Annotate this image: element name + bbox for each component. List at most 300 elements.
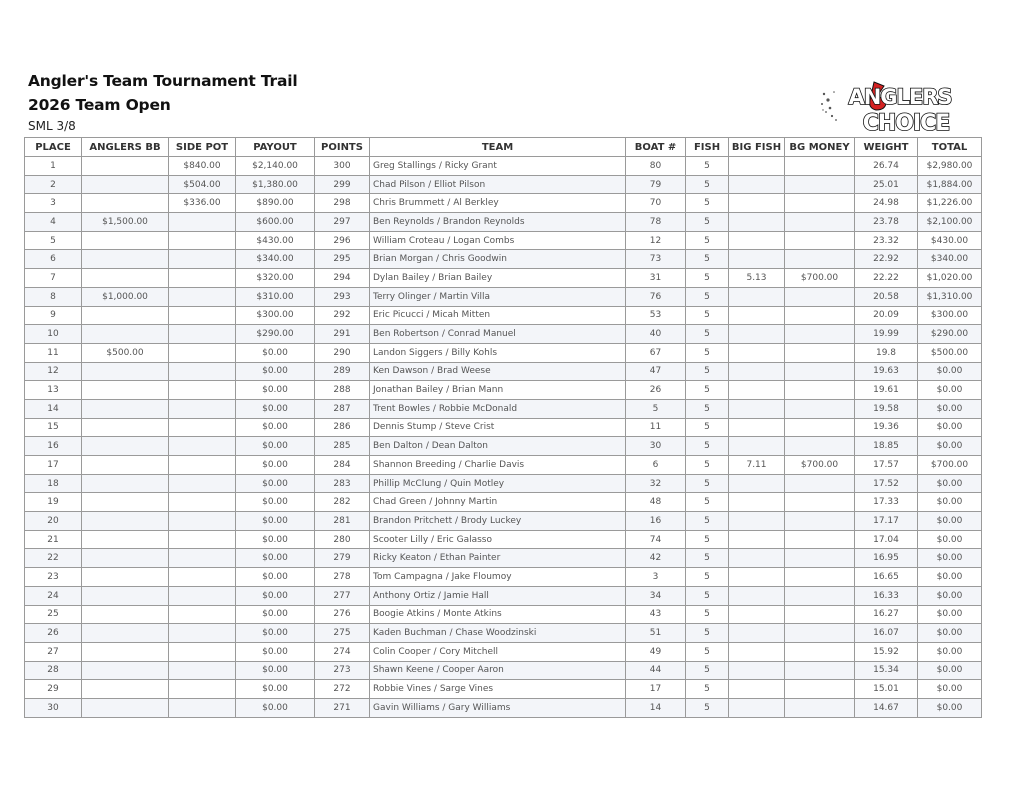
cell-anglers-bb	[82, 605, 169, 624]
cell-weight: 19.36	[855, 418, 918, 437]
cell-side-pot: $840.00	[169, 157, 236, 176]
cell-big-fish: 7.11	[729, 456, 785, 475]
table-row	[25, 157, 982, 176]
cell-points: 279	[315, 549, 370, 568]
cell-big-fish	[729, 568, 785, 587]
cell-fish: 5	[686, 493, 729, 512]
document-title: Angler's Team Tournament Trail	[28, 72, 298, 90]
cell-boat-number: 34	[626, 586, 686, 605]
table-row	[25, 437, 982, 456]
cell-side-pot: $504.00	[169, 175, 236, 194]
cell-payout: $290.00	[236, 325, 315, 344]
cell-bg-money	[785, 530, 855, 549]
cell-team: Robbie Vines / Sarge Vines	[370, 680, 626, 699]
cell-boat-number: 14	[626, 698, 686, 717]
cell-team: Phillip McClung / Quin Motley	[370, 474, 626, 493]
cell-big-fish	[729, 661, 785, 680]
cell-side-pot: $336.00	[169, 194, 236, 213]
cell-place: 13	[25, 381, 82, 400]
cell-points: 277	[315, 586, 370, 605]
cell-weight: 17.52	[855, 474, 918, 493]
cell-fish: 5	[686, 157, 729, 176]
cell-weight: 23.32	[855, 231, 918, 250]
cell-place: 25	[25, 605, 82, 624]
cell-total: $0.00	[918, 661, 982, 680]
cell-anglers-bb	[82, 661, 169, 680]
cell-anglers-bb	[82, 624, 169, 643]
cell-anglers-bb	[82, 325, 169, 344]
column-header-boat-number: BOAT #	[626, 138, 686, 157]
cell-anglers-bb	[82, 512, 169, 531]
cell-big-fish	[729, 157, 785, 176]
cell-fish: 5	[686, 642, 729, 661]
cell-bg-money	[785, 549, 855, 568]
cell-points: 285	[315, 437, 370, 456]
cell-side-pot	[169, 269, 236, 288]
cell-total: $0.00	[918, 474, 982, 493]
cell-payout: $0.00	[236, 456, 315, 475]
cell-bg-money	[785, 698, 855, 717]
cell-points: 296	[315, 231, 370, 250]
cell-boat-number: 6	[626, 456, 686, 475]
cell-boat-number: 12	[626, 231, 686, 250]
cell-weight: 20.09	[855, 306, 918, 325]
cell-place: 18	[25, 474, 82, 493]
table-row	[25, 194, 982, 213]
column-header-points: POINTS	[315, 138, 370, 157]
cell-payout: $0.00	[236, 418, 315, 437]
cell-total: $1,884.00	[918, 175, 982, 194]
cell-place: 12	[25, 362, 82, 381]
cell-team: Chris Brummett / Al Berkley	[370, 194, 626, 213]
cell-fish: 5	[686, 530, 729, 549]
cell-bg-money	[785, 362, 855, 381]
cell-place: 6	[25, 250, 82, 269]
cell-payout: $0.00	[236, 474, 315, 493]
cell-points: 274	[315, 642, 370, 661]
cell-bg-money	[785, 175, 855, 194]
cell-side-pot	[169, 605, 236, 624]
cell-anglers-bb	[82, 549, 169, 568]
cell-points: 271	[315, 698, 370, 717]
cell-big-fish	[729, 287, 785, 306]
cell-team: Shawn Keene / Cooper Aaron	[370, 661, 626, 680]
cell-boat-number: 40	[626, 325, 686, 344]
cell-points: 299	[315, 175, 370, 194]
cell-points: 300	[315, 157, 370, 176]
cell-boat-number: 11	[626, 418, 686, 437]
cell-team: Gavin Williams / Gary Williams	[370, 698, 626, 717]
cell-fish: 5	[686, 437, 729, 456]
cell-anglers-bb: $500.00	[82, 343, 169, 362]
cell-boat-number: 70	[626, 194, 686, 213]
cell-fish: 5	[686, 306, 729, 325]
cell-weight: 16.07	[855, 624, 918, 643]
cell-place: 29	[25, 680, 82, 699]
cell-big-fish	[729, 493, 785, 512]
cell-side-pot	[169, 549, 236, 568]
cell-weight: 19.99	[855, 325, 918, 344]
cell-team: Greg Stallings / Ricky Grant	[370, 157, 626, 176]
cell-big-fish	[729, 325, 785, 344]
cell-points: 294	[315, 269, 370, 288]
cell-fish: 5	[686, 213, 729, 232]
cell-boat-number: 31	[626, 269, 686, 288]
cell-team: Ken Dawson / Brad Weese	[370, 362, 626, 381]
cell-place: 28	[25, 661, 82, 680]
cell-big-fish	[729, 194, 785, 213]
cell-total: $0.00	[918, 418, 982, 437]
cell-payout: $300.00	[236, 306, 315, 325]
cell-weight: 23.78	[855, 213, 918, 232]
cell-big-fish	[729, 549, 785, 568]
cell-side-pot	[169, 512, 236, 531]
cell-anglers-bb	[82, 642, 169, 661]
cell-total: $0.00	[918, 698, 982, 717]
cell-anglers-bb	[82, 362, 169, 381]
cell-big-fish	[729, 474, 785, 493]
cell-place: 22	[25, 549, 82, 568]
table-row	[25, 605, 982, 624]
cell-weight: 26.74	[855, 157, 918, 176]
cell-points: 292	[315, 306, 370, 325]
cell-anglers-bb	[82, 306, 169, 325]
cell-bg-money: $700.00	[785, 456, 855, 475]
cell-payout: $0.00	[236, 549, 315, 568]
cell-weight: 16.95	[855, 549, 918, 568]
cell-weight: 19.8	[855, 343, 918, 362]
cell-place: 17	[25, 456, 82, 475]
cell-weight: 19.58	[855, 399, 918, 418]
cell-total: $0.00	[918, 362, 982, 381]
cell-weight: 14.67	[855, 698, 918, 717]
results-table	[24, 137, 982, 718]
cell-team: Scooter Lilly / Eric Galasso	[370, 530, 626, 549]
cell-big-fish	[729, 437, 785, 456]
cell-big-fish	[729, 381, 785, 400]
cell-boat-number: 43	[626, 605, 686, 624]
cell-boat-number: 17	[626, 680, 686, 699]
cell-bg-money	[785, 624, 855, 643]
cell-weight: 16.65	[855, 568, 918, 587]
table-row	[25, 325, 982, 344]
cell-anglers-bb	[82, 194, 169, 213]
cell-weight: 15.01	[855, 680, 918, 699]
table-row	[25, 698, 982, 717]
cell-fish: 5	[686, 418, 729, 437]
cell-side-pot	[169, 568, 236, 587]
cell-boat-number: 67	[626, 343, 686, 362]
cell-place: 10	[25, 325, 82, 344]
cell-weight: 16.33	[855, 586, 918, 605]
cell-big-fish	[729, 175, 785, 194]
cell-bg-money	[785, 661, 855, 680]
cell-fish: 5	[686, 343, 729, 362]
cell-bg-money	[785, 437, 855, 456]
logo-line-2: CHOICE	[862, 111, 950, 134]
cell-payout: $0.00	[236, 512, 315, 531]
cell-anglers-bb	[82, 231, 169, 250]
cell-points: 278	[315, 568, 370, 587]
cell-fish: 5	[686, 512, 729, 531]
cell-side-pot	[169, 325, 236, 344]
cell-total: $0.00	[918, 680, 982, 699]
table-row	[25, 306, 982, 325]
column-header-place: PLACE	[25, 138, 82, 157]
cell-payout: $320.00	[236, 269, 315, 288]
cell-weight: 15.34	[855, 661, 918, 680]
cell-fish: 5	[686, 661, 729, 680]
cell-side-pot	[169, 437, 236, 456]
column-header-bg-money: BG MONEY	[785, 138, 855, 157]
event-location-date: SML 3/8	[28, 119, 76, 133]
cell-anglers-bb	[82, 157, 169, 176]
cell-team: Ricky Keaton / Ethan Painter	[370, 549, 626, 568]
cell-weight: 17.04	[855, 530, 918, 549]
logo-splatter-icon	[821, 91, 837, 121]
table-row	[25, 512, 982, 531]
cell-team: Ben Dalton / Dean Dalton	[370, 437, 626, 456]
column-header-big-fish: BIG FISH	[729, 138, 785, 157]
cell-anglers-bb	[82, 381, 169, 400]
cell-anglers-bb	[82, 680, 169, 699]
cell-weight: 20.58	[855, 287, 918, 306]
cell-side-pot	[169, 381, 236, 400]
cell-points: 298	[315, 194, 370, 213]
cell-bg-money	[785, 306, 855, 325]
cell-fish: 5	[686, 250, 729, 269]
cell-payout: $0.00	[236, 680, 315, 699]
cell-anglers-bb	[82, 568, 169, 587]
cell-place: 2	[25, 175, 82, 194]
cell-big-fish	[729, 306, 785, 325]
cell-total: $0.00	[918, 642, 982, 661]
cell-weight: 22.92	[855, 250, 918, 269]
cell-anglers-bb	[82, 456, 169, 475]
cell-place: 3	[25, 194, 82, 213]
cell-total: $0.00	[918, 605, 982, 624]
cell-bg-money	[785, 568, 855, 587]
anglers-choice-logo	[818, 80, 970, 134]
cell-fish: 5	[686, 362, 729, 381]
table-body	[25, 157, 982, 718]
cell-place: 14	[25, 399, 82, 418]
cell-points: 291	[315, 325, 370, 344]
cell-payout: $0.00	[236, 437, 315, 456]
cell-anglers-bb	[82, 474, 169, 493]
cell-big-fish	[729, 213, 785, 232]
cell-payout: $0.00	[236, 624, 315, 643]
cell-payout: $310.00	[236, 287, 315, 306]
cell-payout: $600.00	[236, 213, 315, 232]
table-row	[25, 250, 982, 269]
cell-boat-number: 32	[626, 474, 686, 493]
cell-points: 289	[315, 362, 370, 381]
table-row	[25, 661, 982, 680]
cell-boat-number: 80	[626, 157, 686, 176]
cell-payout: $340.00	[236, 250, 315, 269]
column-header-anglers-bb: ANGLERS BB	[82, 138, 169, 157]
cell-place: 23	[25, 568, 82, 587]
cell-team: Shannon Breeding / Charlie Davis	[370, 456, 626, 475]
cell-anglers-bb	[82, 250, 169, 269]
table-row	[25, 624, 982, 643]
cell-boat-number: 26	[626, 381, 686, 400]
cell-bg-money	[785, 418, 855, 437]
cell-fish: 5	[686, 549, 729, 568]
cell-team: Trent Bowles / Robbie McDonald	[370, 399, 626, 418]
table-row	[25, 456, 982, 475]
cell-place: 1	[25, 157, 82, 176]
column-header-weight: WEIGHT	[855, 138, 918, 157]
cell-fish: 5	[686, 269, 729, 288]
cell-boat-number: 42	[626, 549, 686, 568]
cell-bg-money	[785, 287, 855, 306]
cell-big-fish: 5.13	[729, 269, 785, 288]
cell-team: Ben Robertson / Conrad Manuel	[370, 325, 626, 344]
cell-weight: 17.17	[855, 512, 918, 531]
cell-payout: $0.00	[236, 530, 315, 549]
cell-anglers-bb	[82, 175, 169, 194]
cell-points: 290	[315, 343, 370, 362]
cell-bg-money: $700.00	[785, 269, 855, 288]
cell-fish: 5	[686, 175, 729, 194]
cell-total: $2,980.00	[918, 157, 982, 176]
cell-anglers-bb	[82, 698, 169, 717]
event-title: 2026 Team Open	[28, 96, 171, 114]
cell-points: 284	[315, 456, 370, 475]
cell-payout: $0.00	[236, 343, 315, 362]
cell-big-fish	[729, 680, 785, 699]
cell-big-fish	[729, 586, 785, 605]
cell-bg-money	[785, 512, 855, 531]
cell-anglers-bb	[82, 493, 169, 512]
cell-points: 280	[315, 530, 370, 549]
cell-team: Ben Reynolds / Brandon Reynolds	[370, 213, 626, 232]
cell-team: Jonathan Bailey / Brian Mann	[370, 381, 626, 400]
cell-place: 16	[25, 437, 82, 456]
cell-team: Boogie Atkins / Monte Atkins	[370, 605, 626, 624]
table-row	[25, 343, 982, 362]
cell-fish: 5	[686, 568, 729, 587]
cell-side-pot	[169, 624, 236, 643]
cell-total: $700.00	[918, 456, 982, 475]
table-row	[25, 362, 982, 381]
cell-total: $0.00	[918, 530, 982, 549]
cell-total: $1,310.00	[918, 287, 982, 306]
cell-weight: 18.85	[855, 437, 918, 456]
cell-place: 30	[25, 698, 82, 717]
cell-total: $0.00	[918, 381, 982, 400]
cell-fish: 5	[686, 456, 729, 475]
cell-place: 27	[25, 642, 82, 661]
table-row	[25, 381, 982, 400]
cell-boat-number: 78	[626, 213, 686, 232]
cell-bg-money	[785, 213, 855, 232]
cell-payout: $890.00	[236, 194, 315, 213]
cell-big-fish	[729, 624, 785, 643]
cell-side-pot	[169, 456, 236, 475]
table-row	[25, 418, 982, 437]
cell-boat-number: 44	[626, 661, 686, 680]
cell-fish: 5	[686, 586, 729, 605]
cell-side-pot	[169, 287, 236, 306]
cell-weight: 25.01	[855, 175, 918, 194]
cell-big-fish	[729, 250, 785, 269]
cell-payout: $0.00	[236, 698, 315, 717]
cell-boat-number: 73	[626, 250, 686, 269]
cell-points: 287	[315, 399, 370, 418]
cell-place: 24	[25, 586, 82, 605]
cell-bg-money	[785, 493, 855, 512]
cell-anglers-bb	[82, 399, 169, 418]
cell-payout: $0.00	[236, 605, 315, 624]
table-row	[25, 269, 982, 288]
cell-bg-money	[785, 231, 855, 250]
cell-bg-money	[785, 399, 855, 418]
cell-points: 295	[315, 250, 370, 269]
cell-points: 283	[315, 474, 370, 493]
cell-big-fish	[729, 231, 785, 250]
table-row	[25, 568, 982, 587]
cell-team: Dylan Bailey / Brian Bailey	[370, 269, 626, 288]
cell-side-pot	[169, 698, 236, 717]
cell-weight: 19.63	[855, 362, 918, 381]
cell-anglers-bb	[82, 586, 169, 605]
cell-team: Tom Campagna / Jake Floumoy	[370, 568, 626, 587]
cell-anglers-bb	[82, 418, 169, 437]
cell-bg-money	[785, 157, 855, 176]
cell-fish: 5	[686, 325, 729, 344]
cell-big-fish	[729, 605, 785, 624]
cell-payout: $0.00	[236, 493, 315, 512]
cell-bg-money	[785, 343, 855, 362]
table-row	[25, 549, 982, 568]
cell-total: $1,020.00	[918, 269, 982, 288]
cell-points: 275	[315, 624, 370, 643]
cell-place: 11	[25, 343, 82, 362]
cell-weight: 19.61	[855, 381, 918, 400]
cell-big-fish	[729, 343, 785, 362]
cell-team: Brian Morgan / Chris Goodwin	[370, 250, 626, 269]
cell-side-pot	[169, 493, 236, 512]
cell-side-pot	[169, 661, 236, 680]
cell-points: 282	[315, 493, 370, 512]
cell-place: 9	[25, 306, 82, 325]
cell-big-fish	[729, 418, 785, 437]
cell-weight: 17.33	[855, 493, 918, 512]
cell-place: 21	[25, 530, 82, 549]
cell-bg-money	[785, 642, 855, 661]
column-header-side-pot: SIDE POT	[169, 138, 236, 157]
cell-total: $0.00	[918, 624, 982, 643]
cell-anglers-bb	[82, 437, 169, 456]
cell-total: $0.00	[918, 437, 982, 456]
cell-side-pot	[169, 250, 236, 269]
cell-place: 20	[25, 512, 82, 531]
cell-fish: 5	[686, 698, 729, 717]
cell-points: 293	[315, 287, 370, 306]
cell-boat-number: 5	[626, 399, 686, 418]
cell-fish: 5	[686, 624, 729, 643]
cell-boat-number: 49	[626, 642, 686, 661]
cell-fish: 5	[686, 381, 729, 400]
cell-points: 286	[315, 418, 370, 437]
cell-boat-number: 79	[626, 175, 686, 194]
table-row	[25, 642, 982, 661]
cell-total: $1,226.00	[918, 194, 982, 213]
cell-payout: $0.00	[236, 642, 315, 661]
